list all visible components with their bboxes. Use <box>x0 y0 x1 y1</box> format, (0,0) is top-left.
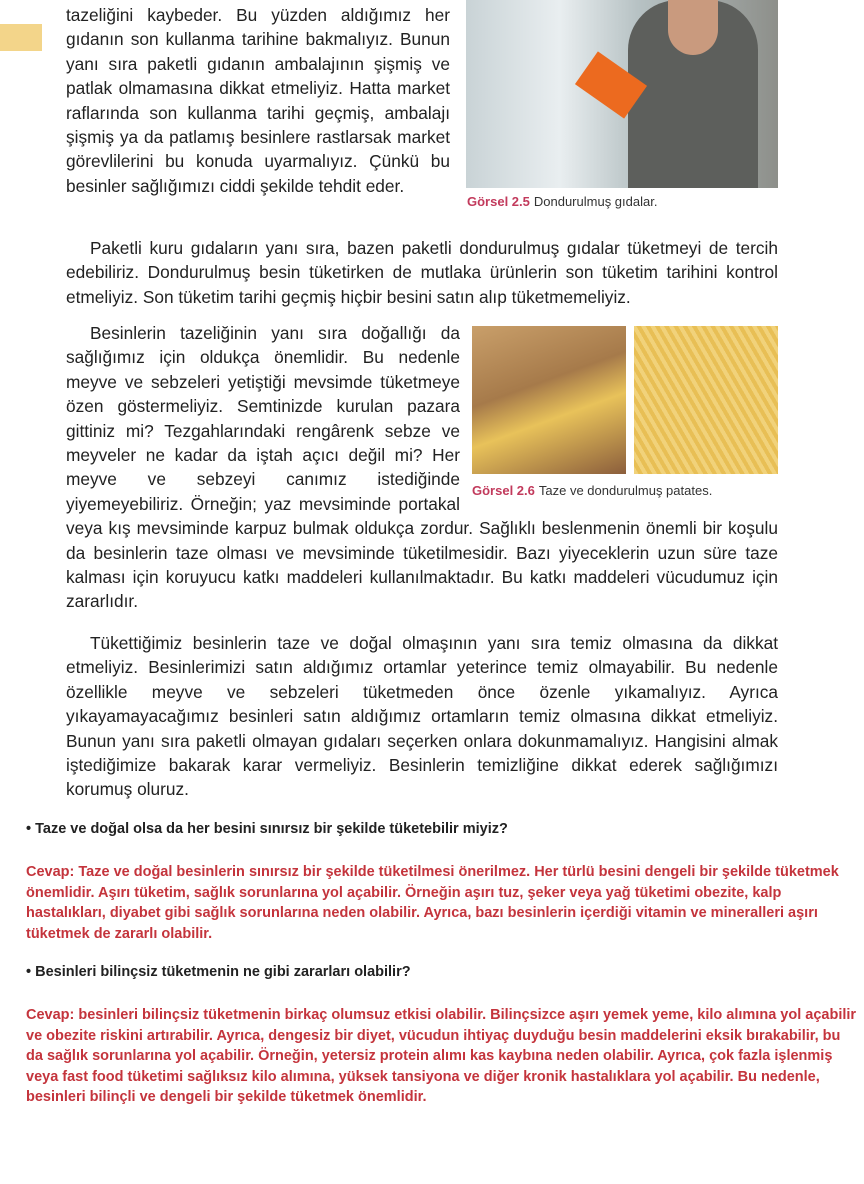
figure-caption-text: Dondurulmuş gıdalar. <box>533 194 658 209</box>
figure-caption-text: Taze ve dondurulmuş patates. <box>538 483 713 498</box>
page-tab-marker <box>0 24 42 51</box>
paragraph-2: Paketli kuru gıdaların yanı sıra, bazen paketli dondurulmuş gıdalar tüketmeyi de tercih edebiliriz. Dondurulmuş besin tüketirken de mutlaka ürünlerin son tüketim tarihini kontrol etmeliyiz. Son tüketim tarihi geçmiş hiçbir besini satın alıp tüketmemeliyiz. <box>66 238 778 307</box>
fresh-potato-photo <box>472 326 626 474</box>
frozen-food-photo <box>466 0 778 188</box>
question-2: • Besinleri bilinçsiz tüketmenin ne gibi zararları olabilir? <box>26 964 411 980</box>
paragraph-1: tazeliğini kaybeder. Bu yüzden aldığımız her gıdanın son kullanma tarihine bakmalıyız. Bunun yanı sıra paketli gıdanın ambalajının şişmiş ve patlak olmamasına dikkat etmeliyiz. Hatta market raflarında son kullanma tarihi geçmiş, ambalajı şişmiş ya da patlamış besinlere rastlarsak market görevlilerini bu konuda uyarmalıyız. Çünkü bu besinler sağlığımızı ciddi şekilde tehdit eder. <box>66 5 450 196</box>
answer-2: Cevap: besinleri bilinçsiz tüketmenin birkaç olumsuz etkisi olabilir. Bilinçsizce aşırı yemek yeme, kilo alımına yol açabilir ve obezite riskini artırabilir. Ayrıca, dengesiz bir diyet, vücudun ihtiyaç duyduğu besin maddelerini eksik bırakabilir, bu da sağlık sorunlarına yol açabilir. Örneğin, yetersiz protein alımı kas kaybına neden olabilir. Ayrıca, çok fazla işlenmiş veya fast food tüketimi sağlıksız kilo alımına, yüksek tansiyona ve diğer kronik hastalıklara yol açabilir. Bu nedenle, besinleri bilinçli ve dengeli bir şekilde tüketmek önemlidir. <box>26 1007 857 1105</box>
figure-label: Görsel 2.6 <box>472 483 535 498</box>
paragraph-3-block <box>66 321 778 614</box>
question-1: • Taze ve doğal olsa da her besini sınırsız bir şekilde tüketebilir miyiz? <box>26 821 508 837</box>
figure-2-5-caption <box>467 194 657 209</box>
paragraph-4: Tükettiğimiz besinlerin taze ve doğal olmaşının yanı sıra temiz olmasına da dikkat etmeliyiz. Besinlerimizi satın aldığımız ortamlar yeterince temiz olmayabilir. Bu nedenle özellikle meyve ve sebzeleri tüketmeden önce özenle yıkamalıyız. Ayrıca yıkayamayacağımız besinleri satın aldığımız ortamların temiz olmasına dikkat etmeliyiz. Bunun yanı sıra paketli olmayan gıdaları seçerken onlara dokunmamalıyız. Hangisini almak iştediğimize bakarak karar vermeliyiz. Besinlerin temizliğine dikkat ederek sağlığımızı korumuş oluruz. <box>66 633 778 800</box>
frozen-fries-photo <box>634 326 778 474</box>
man-head <box>668 0 718 55</box>
potato-figure <box>472 326 788 512</box>
figure-2-6-caption <box>472 483 712 498</box>
figure-label: Görsel 2.5 <box>467 194 530 209</box>
paragraph-3: Besinlerin tazeliğinin yanı sıra doğallığı da sağlığımız için oldukça önemlidir. Bu nedenle meyve ve sebzeleri yetiştiği mevsimde tüketmeye özen göstermeliyiz. Semtinizde kurulan pazara gittiniz mi? Tezgahlarındaki rengârenk sebze ve meyveler ne kadar da iştah açıcı değil mi? Her meyve ve sebzeyi canımız istediğinde yiyemeyebiliriz. Örneğin; yaz mevsiminde portakal veya kış mevsiminde karpuz bulmak oldukça zordur. Sağlıklı beslenmenin önemli bir koşulu da besinlerin taze olması ve mevsiminde tüketilmesidir. Bazı yiyeceklerin uzun süre taze kalması için koruyucu katkı maddeleri kullanılmaktadır. Bu katkı maddeleri vücudumuz için zararlıdır. <box>66 323 778 612</box>
answer-1: Cevap: Taze ve doğal besinlerin sınırsız bir şekilde tüketilmesi önerilmez. Her türlü besini dengeli bir şekilde tüketmek önemlidir. Aşırı tüketim, sağlık sorunlarına yol açabilir. Örneğin aşırı tuz, şeker veya yağ tüketimi obezite, kalp hastalıkları, diyabet gibi sağlık sorunlarına neden olabilir. Ayrıca, bazı besinlerin içerdiği vitamin ve mineralleri aşırı tüketmek de zararlı olabilir. <box>26 864 839 942</box>
